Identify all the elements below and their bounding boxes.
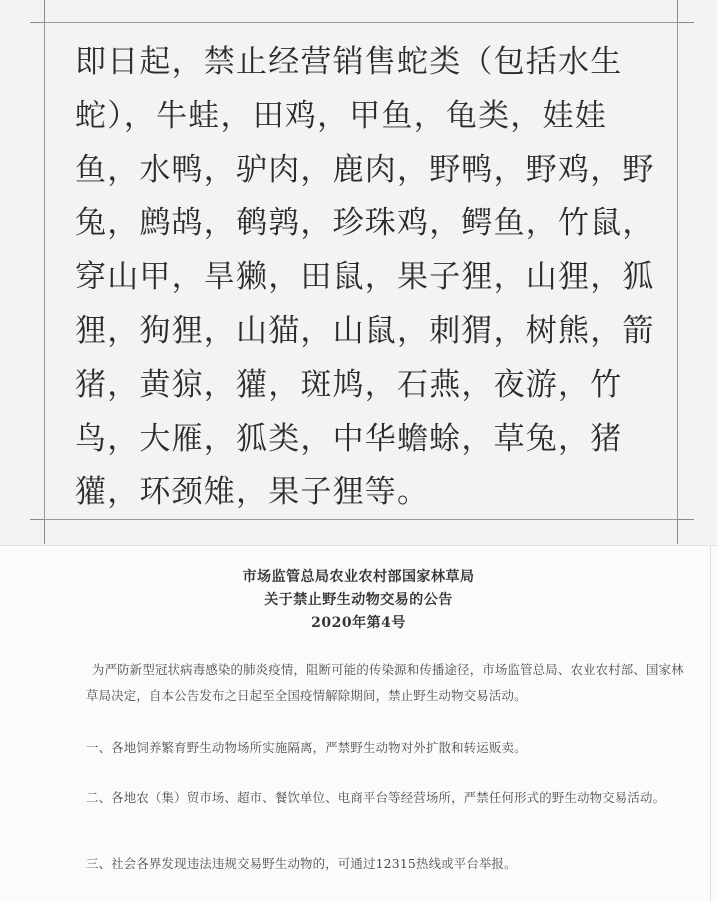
announcement-item-1: 一、各地饲养繁育野生动物场所实施隔离，严禁野生动物对外扩散和转运贩卖。	[86, 740, 527, 755]
crop-mark-top-left-horizontal	[30, 22, 44, 23]
announcement-item-3: 三、社会各界发现违法违规交易野生动物的，可通过12315热线或平台举报。	[86, 856, 517, 871]
crop-mark-top-right-horizontal	[678, 22, 694, 23]
announcement-number: 2020年第4号	[311, 615, 406, 631]
announcement-intro-paragraph: 为严防新型冠状病毒感染的肺炎疫情，阻断可能的传染源和传播途径，市场监管总局、农业农村部、国家林草局决定，自本公告发布之日起至全国疫情解除期间，禁止野生动物交易活动。	[86, 662, 684, 703]
crop-mark-bottom-left-vertical	[44, 520, 45, 544]
crop-mark-bottom-right-vertical	[677, 520, 678, 544]
announcement-title: 关于禁止野生动物交易的公告	[264, 592, 453, 608]
crop-mark-bottom-left-horizontal	[30, 519, 44, 520]
announcement-issuers: 市场监管总局农业农村部国家林草局	[242, 569, 475, 585]
announcement-document	[0, 545, 717, 901]
banned-species-notice: 即日起，禁止经营销售蛇类（包括水生蛇），牛蛙，田鸡，甲鱼，龟类，娃娃鱼，水鸭，驴肉，鹿肉，野鸭，野鸡，野兔，鹧鸪，鹌鹑，珍珠鸡，鳄鱼，竹鼠，穿山甲，旱獭，田鼠，果子狸，山狸，狐狸，狗狸，山猫，山鼠，刺猬，树熊，箭猪，黄猄，獾，斑鸠，石燕，夜游，竹鸟，大雁，狐类，中华蟾蜍，草兔，猪獾，环颈雉，果子狸等。	[75, 44, 655, 511]
announcement-item-2: 二、各地农（集）贸市场、超市、餐饮单位、电商平台等经营场所，严禁任何形式的野生动物交易活动。	[86, 790, 666, 805]
crop-mark-bottom-right-horizontal	[678, 519, 694, 520]
crop-mark-top-left-vertical	[44, 0, 45, 22]
crop-mark-top-right-vertical	[677, 0, 678, 22]
